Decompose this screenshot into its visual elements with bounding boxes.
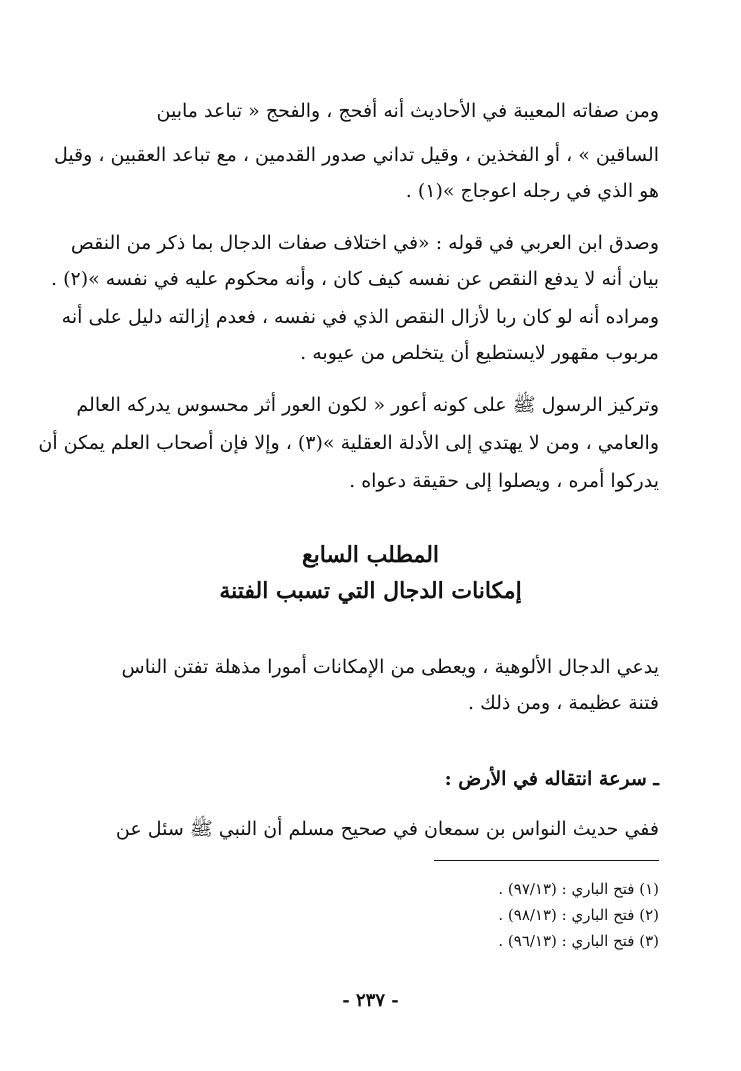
footnote-1: (١) فتح الباري : (٩٧/١٣) . (498, 880, 659, 898)
section-title: المطلب السابع (301, 542, 440, 568)
page-number: - ٢٣٧ - (342, 990, 399, 1011)
paragraph-3-line-3: يدركوا أمره ، ويصلوا إلى حقيقة دعواه . (349, 470, 659, 492)
paragraph-4-line-1: يدعي الدجال الألوهية ، ويعطى من الإمكانات أمورا مذهلة تفتن الناس (121, 656, 659, 678)
paragraph-1-line-3: هو الذي في رجله اعوجاج »(١) . (405, 180, 659, 202)
paragraph-1-line-2: الساقين » ، أو الفخذين ، وقيل تداني صدور القدمين ، مع تباعد العقبين ، وقيل (53, 144, 659, 166)
footnote-2: (٢) فتح الباري : (٩٨/١٣) . (498, 906, 659, 924)
paragraph-3-line-2: والعامي ، ومن لا يهتدي إلى الأدلة العقلية »(٣) ، وإلا فإن أصحاب العلم يمكن أن (38, 432, 659, 454)
paragraph-5-line-1: ففي حديث النواس بن سمعان في صحيح مسلم أن النبي ﷺ سئل عن (115, 818, 659, 840)
paragraph-4-line-2: فتنة عظيمة ، ومن ذلك . (467, 692, 659, 714)
paragraph-2-line-4: مربوب مقهور لايستطيع أن يتخلص من عيوبه . (300, 342, 659, 364)
footnote-divider (434, 860, 659, 861)
paragraph-2-line-2: بيان أنه لا يدفع النقص عن نفسه كيف كان ، وأنه محكوم عليه في نفسه »(٢) . (51, 268, 659, 290)
paragraph-2-line-1: وصدق ابن العربي في قوله : «في اختلاف صفات الدجال بما ذكر من النقص (70, 232, 659, 254)
footnote-3: (٣) فتح الباري : (٩٦/١٣) . (498, 932, 659, 950)
paragraph-1-line-1: ومن صفاته المعيبة في الأحاديث أنه أفحج ، والفحج « تباعد مابين (156, 100, 659, 122)
paragraph-3-line-1: وتركيز الرسول ﷺ على كونه أعور « لكون العور أثر محسوس يدركه العالم (76, 394, 659, 416)
subheading-fast-movement: ـ سرعة انتقاله في الأرض : (444, 768, 659, 790)
paragraph-2-line-3: ومراده أنه لو كان ربا لأزال النقص الذي في نفسه ، فعدم إزالته دليل على أنه (61, 306, 659, 328)
section-subtitle: إمكانات الدجال التي تسبب الفتنة (219, 578, 522, 604)
